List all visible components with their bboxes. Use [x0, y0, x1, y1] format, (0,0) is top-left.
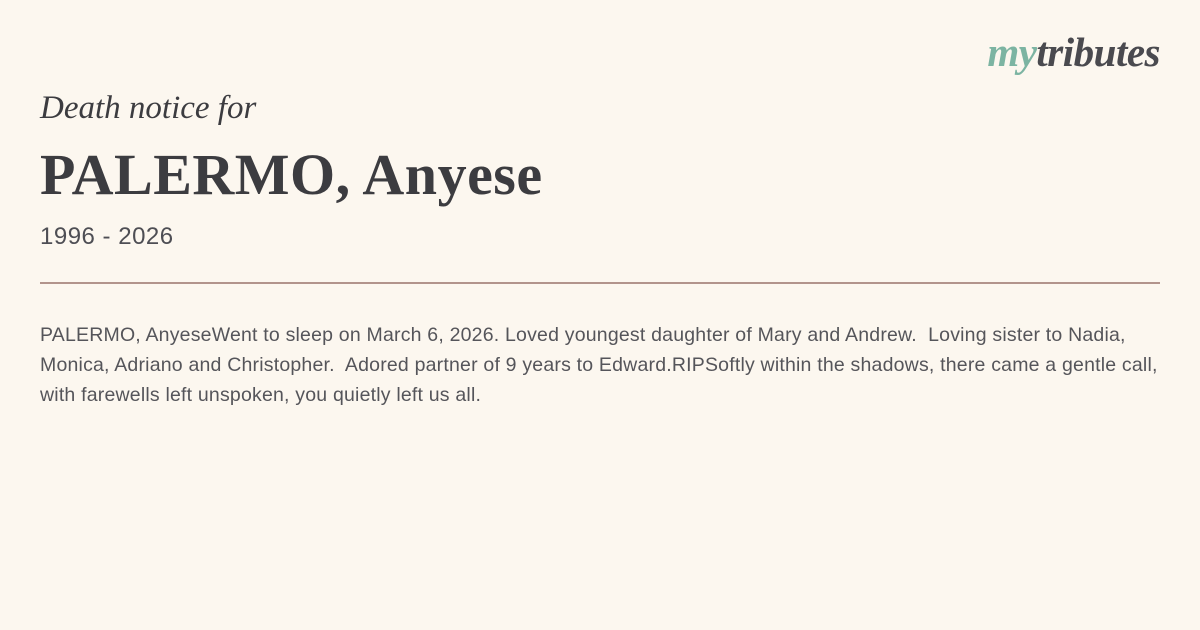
- deceased-name: PALERMO, Anyese: [40, 141, 543, 207]
- life-years: 1996 - 2026: [40, 223, 174, 251]
- logo-my: my: [987, 29, 1037, 75]
- logo-tributes: tributes: [1036, 29, 1160, 75]
- notice-content: [40, 90, 1164, 410]
- death-notice-kicker: Death notice for: [40, 90, 257, 126]
- obituary-text: PALERMO, AnyeseWent to sleep on March 6, 2026. Loved youngest daughter of Mary and Andrew. Loving sister to Nadia, Monica, Adriano and Christopher. Adored partner of 9 years to Edward.RIPSoftly within the shadows, there came a gentle call, with farewells left unspoken, you quietly left us all.: [40, 323, 1164, 406]
- mytributes-logo: [987, 29, 1160, 75]
- divider-line: [40, 282, 1160, 284]
